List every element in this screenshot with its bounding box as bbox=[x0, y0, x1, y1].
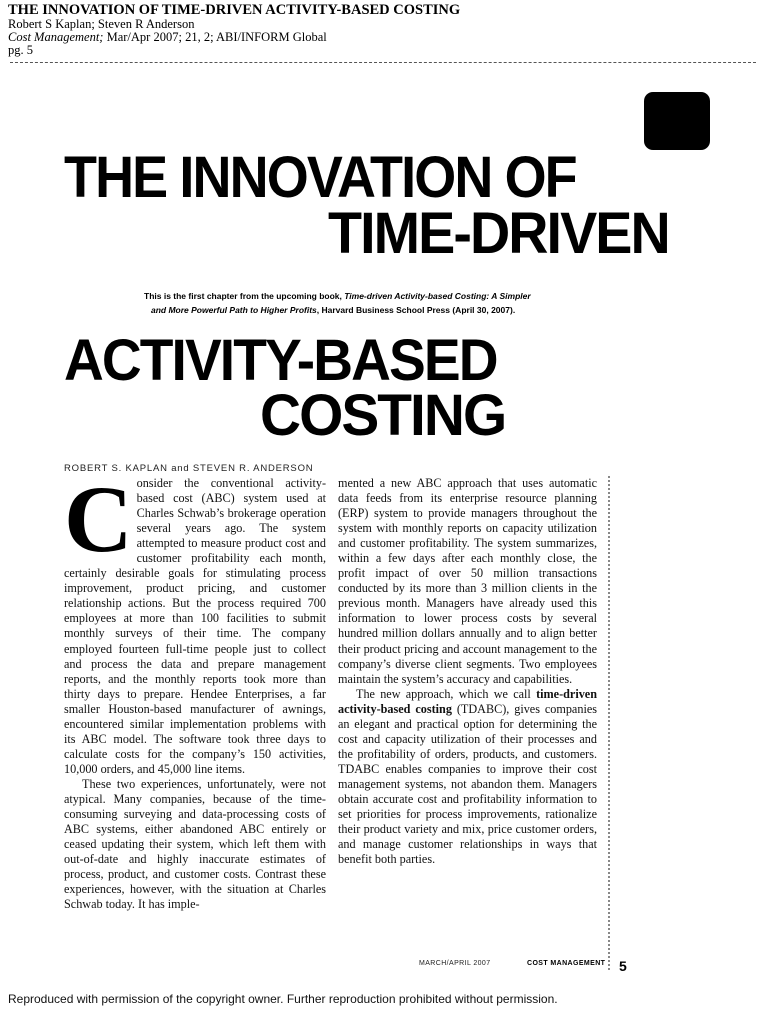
citation-publication bbox=[8, 31, 628, 44]
tdabc-term: time-driven activity-based costing bbox=[338, 686, 597, 716]
subtitle-intro: This is the first chapter from the upcoming book, bbox=[144, 291, 345, 301]
copyright-reproduction-notice: Reproduced with permission of the copyright owner. Further reproduction prohibited without permission. bbox=[8, 992, 558, 1006]
article-title-line-4: COSTING bbox=[260, 383, 506, 448]
opening-paragraph-text: onsider the conventional activity-based cost (ABC) system used at Charles Schwab’s brokerage operation several years ago. The system attempted to measure product cost and customer profitability each month, certainly desirable goals for stimulating process improvement, product pricing, and customer relationship actions. But the process required 700 employees at more than 100 facilities to submit monthly surveys of their time. The company employed fourteen full-time people just to collect and process the data and prepare management reports, and the monthly reports took more than thirty days to prepare. Hendee Enterprises, a far smaller Houston-based manufacturer of awnings, encountered similar implementation problems with its ABC model. The software took three days to calculate costs for the company’s 150 activities, 10,000 orders, and 45,000 line items. bbox=[64, 476, 326, 776]
dotted-column-rule bbox=[608, 476, 610, 970]
citation-title: THE INNOVATION OF TIME-DRIVEN ACTIVITY-BASED COSTING bbox=[8, 2, 461, 18]
subtitle-book-title-continued: and More Powerful Path to Higher Profits bbox=[151, 305, 317, 315]
article-column-right bbox=[338, 476, 597, 867]
subtitle-line-2 bbox=[144, 303, 664, 317]
subtitle-book-title: Time-driven Activity-based Costing: A Simpler bbox=[344, 291, 531, 301]
article-subtitle bbox=[144, 289, 664, 317]
article-title-line-1: THE INNOVATION OF bbox=[64, 145, 576, 210]
subtitle-line-1 bbox=[144, 289, 664, 303]
continued-paragraph: mented a new ABC approach that uses automatic data feeds from its enterprise resource planning (ERP) system to provide managers throughout the system with monthly reports on capacity utilization and customer profitability. The system summarizes, within a few days after each monthly close, the profit impact of over 50 million transactions conducted by its more than 3 million clients in the previous month. Managers have already used this information to lower process costs by several hundred million dollars annually and to align better their product pricing and account management to the company’s diverse client segments. Two employees maintain the system’s accuracy and capabilities. bbox=[338, 476, 597, 686]
tdabc-paragraph bbox=[338, 687, 597, 868]
second-paragraph: These two experiences, unfortunately, were not atypical. Many companies, because of the time-consuming surveying and data-processing costs of ABC systems, either abandoned ABC entirely or ceased updating their system, which left them with out-of-date and highly inaccurate estimates of process, product, and customer costs. Contrast these experiences, however, with the situation at Charles Schwab today. It has imple- bbox=[64, 776, 326, 912]
tdabc-description: (TDABC), gives companies an elegant and practical option for determining the cost and capacity utilization of their processes and the profitability of orders, products, and customers. TDABC enables companies to improve their cost management systems, not abandon them. Managers obtain accurate cost and profitability information to set priorities for process improvements, rationalize their product variety and mix, price customer orders, and manage customer relationships in ways that benefit both parties. bbox=[338, 701, 597, 867]
page-number: 5 bbox=[619, 958, 627, 974]
document-citation-header bbox=[8, 2, 628, 57]
citation-authors: Robert S Kaplan; Steven R Anderson bbox=[8, 17, 195, 31]
article-title-line-3: ACTIVITY-BASED bbox=[64, 328, 497, 393]
drop-cap: C bbox=[64, 466, 133, 572]
tdabc-intro: The new approach, which we call bbox=[356, 686, 537, 701]
byline: ROBERT S. KAPLAN and STEVEN R. ANDERSON bbox=[64, 463, 314, 474]
section-tab-marker bbox=[644, 92, 710, 150]
header-divider bbox=[10, 62, 756, 63]
article-title-line-2: TIME-DRIVEN bbox=[328, 201, 669, 266]
subtitle-publisher: , Harvard Business School Press (April 30, 2007). bbox=[316, 305, 516, 315]
publication-issue: Mar/Apr 2007; 21, 2; ABI/INFORM Global bbox=[103, 30, 327, 44]
publication-name: Cost Management; bbox=[8, 30, 104, 44]
citation-page: pg. 5 bbox=[8, 43, 33, 57]
footer-journal-name: COST MANAGEMENT bbox=[527, 960, 606, 967]
footer-date: MARCH/APRIL 2007 bbox=[419, 960, 491, 967]
